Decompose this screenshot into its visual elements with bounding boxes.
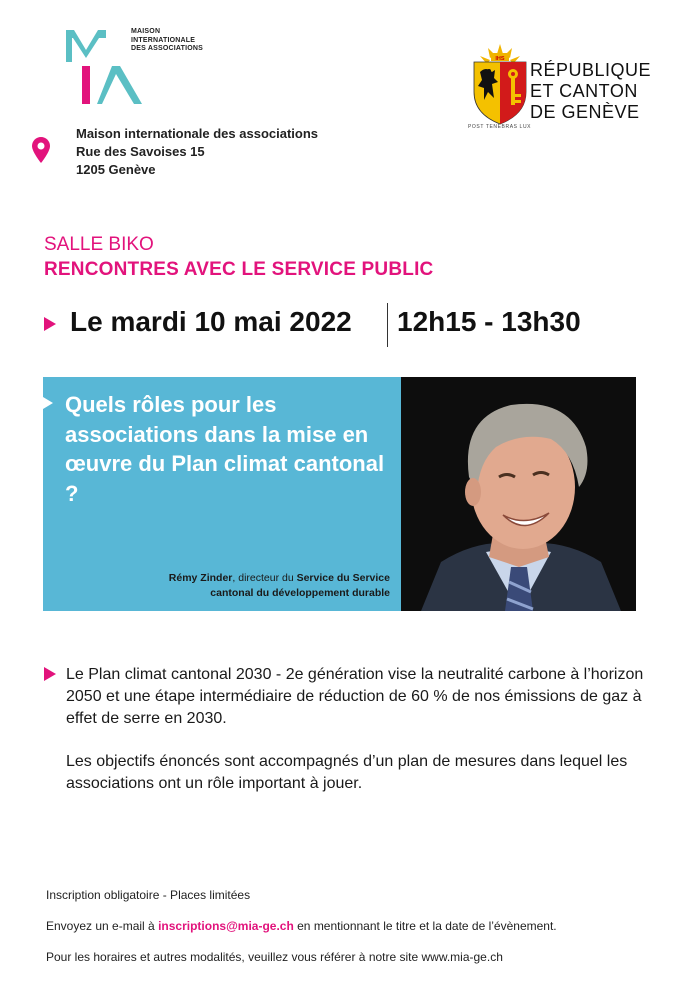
- room-name: SALLE BIKO: [44, 234, 154, 255]
- footer-email-line: Envoyez un e-mail à inscriptions@mia-ge.ch en mentionnant le titre et la date de l’évènement.: [46, 919, 557, 933]
- event-series-title: RENCONTRES AVEC LE SERVICE PUBLIC: [44, 259, 434, 280]
- mia-logo-subtitle: MAISON INTERNATIONALE DES ASSOCIATIONS: [131, 28, 204, 52]
- date-time-divider: [387, 303, 388, 347]
- location-pin-icon: [32, 137, 50, 163]
- email-link[interactable]: inscriptions@mia-ge.ch: [158, 919, 294, 933]
- geneve-crest-logo: [470, 42, 530, 132]
- event-date: Le mardi 10 mai 2022: [70, 306, 352, 337]
- speaker-caption: [110, 571, 390, 601]
- speaker-role: , directeur du: [232, 572, 297, 584]
- speaker-service-2: cantonal du développement durable: [210, 587, 390, 599]
- panel-question: Quels rôles pour les associations dans la mise en œuvre du Plan climat cantonal ?: [65, 392, 385, 506]
- footer-website-line: Pour les horaires et autres modalités, veuillez vous référer à notre site www.mia-ge.ch: [46, 950, 503, 964]
- body-paragraph-1: Le Plan climat cantonal 2030 - 2e génération vise la neutralité carbone à l’horizon 2050 et une étape intermédiaire de réduction de 60 % de nos émissions de gaz à effet de serre en 2030.: [66, 666, 644, 727]
- address-line-2: Rue des Savoises 15: [76, 144, 205, 159]
- footer-registration: Inscription obligatoire - Places limitées: [46, 888, 251, 902]
- body-paragraph-2: Les objectifs énoncés sont accompagnés d’un plan de mesures dans lequel les associations ont un rôle important à jouer.: [66, 753, 628, 792]
- play-arrow-icon: [44, 317, 56, 331]
- address-block: [76, 125, 318, 179]
- republique-canton-geneve: RÉPUBLIQUE ET CANTON DE GENÈVE: [530, 60, 652, 122]
- play-arrow-icon: [43, 397, 53, 409]
- svg-text:IHS: IHS: [495, 56, 505, 62]
- address-line-3: 1205 Genève: [76, 162, 156, 177]
- address-line-1: Maison internationale des associations: [76, 126, 319, 141]
- speaker-name: Rémy Zinder: [168, 572, 233, 584]
- motto: POST TENEBRAS LUX: [468, 124, 532, 130]
- speaker-photo: [401, 377, 636, 611]
- play-arrow-icon: [44, 667, 56, 681]
- event-time: 12h15 - 13h30: [397, 306, 581, 337]
- speaker-service-1: Service du Service: [296, 572, 390, 584]
